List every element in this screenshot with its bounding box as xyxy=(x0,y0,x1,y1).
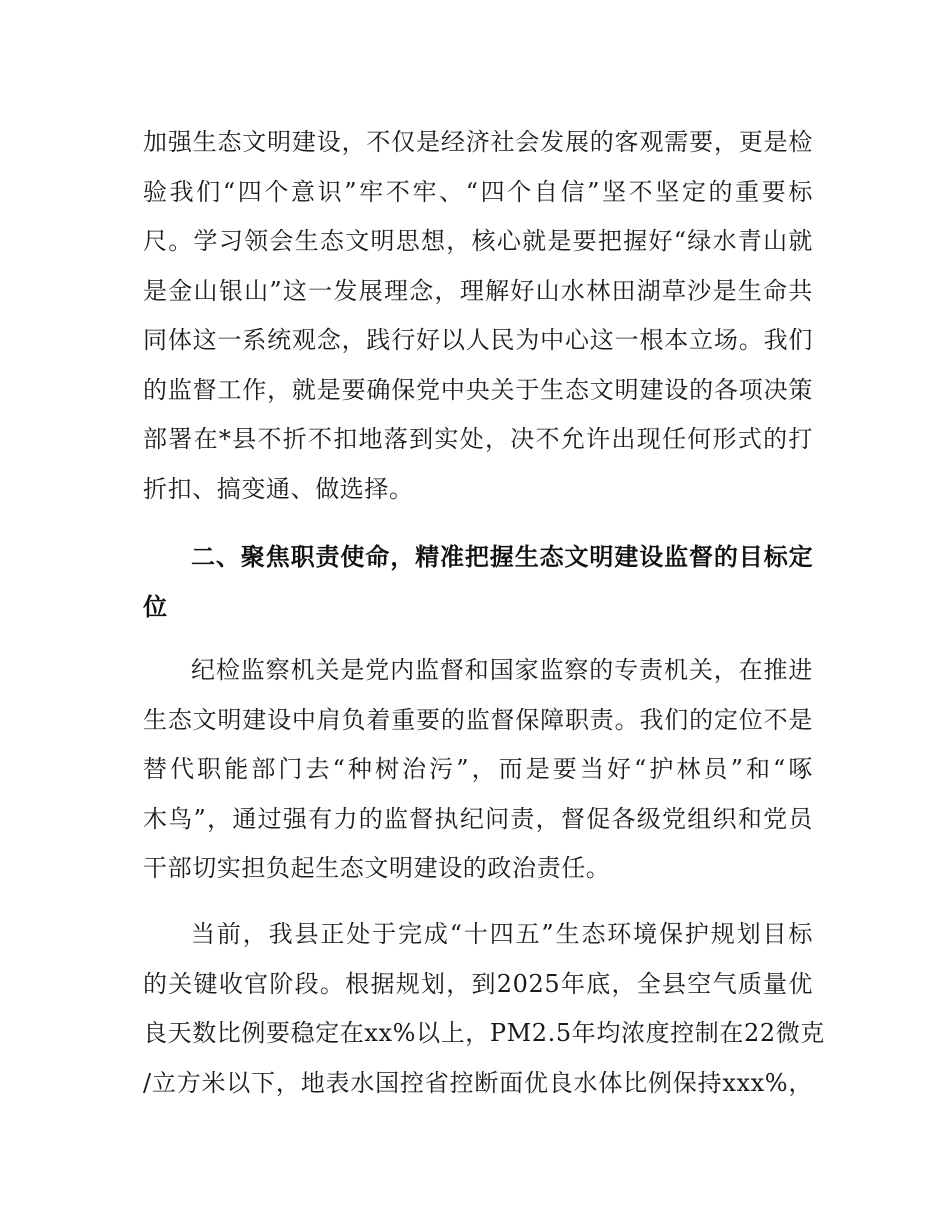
heading-line: 二、聚焦职责使命，精准把握生态文明建设监督的目标定 xyxy=(191,543,813,571)
heading-line: 位 xyxy=(143,592,168,621)
paragraph-line: 折扣、搞变通、做选择。 xyxy=(143,474,414,503)
paragraph-line: 尺。学习领会生态文明思想，核心就是要把握好“绿水青山就 xyxy=(143,227,813,255)
paragraph-line: 生态文明建设中肩负着重要的监督保障职责。我们的定位不是 xyxy=(143,705,813,734)
paragraph-line: 良天数比例要稳定在xx%以上，PM2.5年均浓度控制在22微克 xyxy=(143,1019,825,1047)
paragraph-ecological-civilization xyxy=(143,118,813,514)
paragraph-supervision-role xyxy=(143,646,813,894)
paragraph-line: 替代职能部门去“种树治污”，而是要当好“护林员”和“啄 xyxy=(143,755,813,783)
paragraph-line: 验我们“四个意识”牢不牢、“四个自信”坚不坚定的重要标 xyxy=(143,177,813,206)
paragraph-line: 加强生态文明建设，不仅是经济社会发展的客观需要，更是检 xyxy=(143,128,813,156)
paragraph-line: 纪检监察机关是党内监督和国家监察的专责机关，在推进 xyxy=(191,656,813,684)
paragraph-line: /立方米以下，地表水国控省控断面优良水体比例保持xxx%， xyxy=(143,1068,813,1097)
paragraph-line: 部署在*县不折不扣地落到实处，决不允许出现任何形式的打 xyxy=(143,425,813,453)
paragraph-line: 同体这一系统观念，践行好以人民为中心这一根本立场。我们 xyxy=(143,326,813,354)
paragraph-line: 当前，我县正处于完成“十四五”生态环境保护规划目标 xyxy=(191,920,813,948)
paragraph-line: 是金山银山”这一发展理念，理解好山水林田湖草沙是生命共 xyxy=(143,276,813,305)
paragraph-line: 的关键收官阶段。根据规划，到2025年底，全县空气质量优 xyxy=(143,969,813,998)
paragraph-line: 干部切实担负起生态文明建设的政治责任。 xyxy=(143,854,611,882)
paragraph-line: 木鸟”，通过强有力的监督执纪问责，督促各级党组织和党员 xyxy=(143,804,813,833)
section-heading xyxy=(143,533,813,632)
paragraph-current-targets xyxy=(143,910,825,1108)
paragraph-line: 的监督工作，就是要确保党中央关于生态文明建设的各项决策 xyxy=(143,375,813,404)
